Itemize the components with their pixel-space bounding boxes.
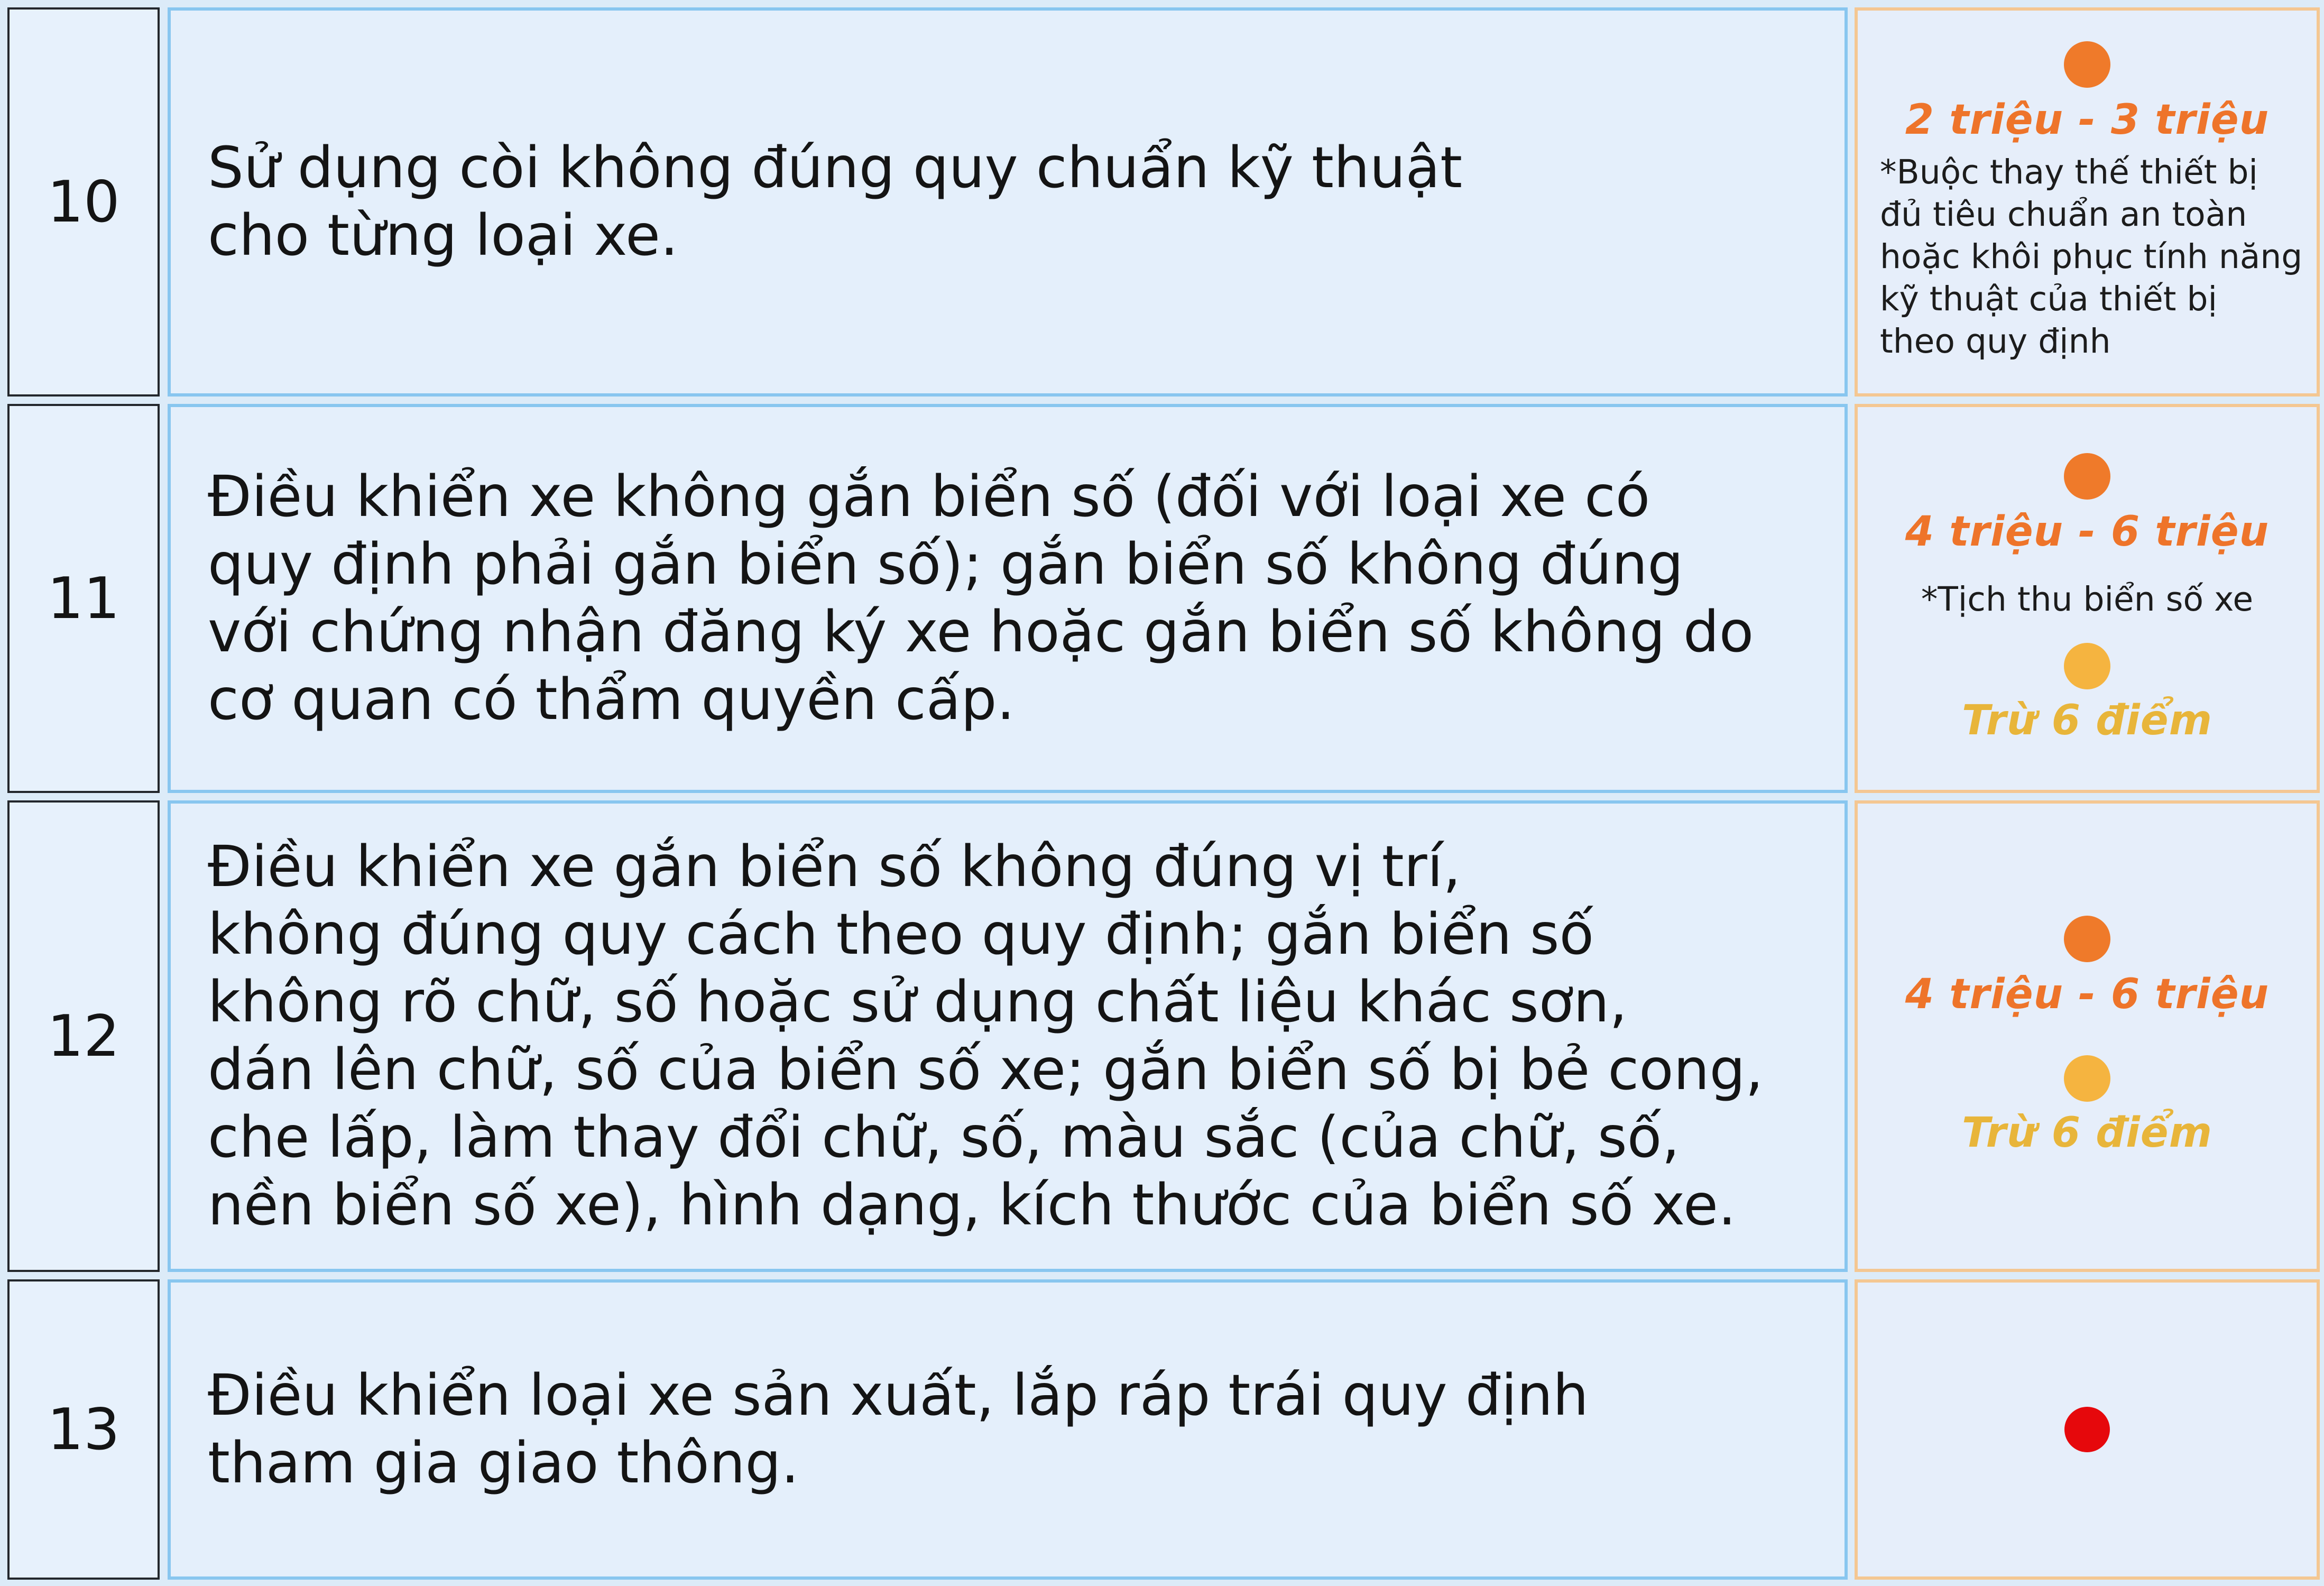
row-number: 10 — [7, 7, 160, 396]
violation-description — [168, 1279, 1848, 1580]
description-line: không rõ chữ, số hoặc sử dụng chất liệu khác sơn, — [208, 970, 1628, 1035]
description-line: cơ quan có thẩm quyền cấp. — [208, 667, 1015, 733]
row-number: 12 — [7, 800, 160, 1272]
penalty-cell — [1855, 7, 2320, 396]
description-line: Điều khiển xe không gắn biển số (đối với loại xe có — [208, 464, 1650, 530]
yellow-dot-icon — [2064, 643, 2110, 689]
fine-amount: 4 triệu - 6 triệu — [1905, 508, 2270, 556]
table-row-10 — [0, 7, 2324, 396]
description-line: nền biển số xe), hình dạng, kích thước của biển số xe. — [208, 1173, 1736, 1238]
description-line: Điều khiển loại xe sản xuất, lắp ráp trái quy định — [208, 1363, 1589, 1428]
note-line: hoặc khôi phục tính năng — [1880, 237, 2303, 276]
table-row-12 — [0, 800, 2324, 1272]
orange-dot-icon — [2064, 41, 2110, 88]
note-line: theo quy định — [1880, 322, 2111, 361]
penalty-cell — [1855, 404, 2320, 793]
description-line: không đúng quy cách theo quy định; gắn biển số — [208, 902, 1594, 967]
orange-dot-icon — [2064, 916, 2110, 962]
violation-description — [168, 7, 1848, 396]
table-row-11 — [0, 404, 2324, 793]
yellow-dot-icon — [2064, 1055, 2110, 1102]
row-number: 13 — [7, 1279, 160, 1580]
description-line: quy định phải gắn biển số); gắn biển số không đúng — [208, 532, 1684, 597]
note-line: *Buộc thay thế thiết bị — [1880, 153, 2258, 191]
penalty-cell — [1855, 800, 2320, 1272]
description-line: với chứng nhận đăng ký xe hoặc gắn biển số không do — [208, 600, 1754, 665]
note-line: đủ tiêu chuẩn an toàn — [1880, 195, 2247, 234]
row-number: 11 — [7, 404, 160, 793]
description-line: tham gia giao thông. — [208, 1431, 799, 1496]
description-line: Điều khiển xe gắn biển số không đúng vị trí, — [208, 834, 1461, 900]
orange-dot-icon — [2064, 453, 2110, 500]
fine-amount: 2 triệu - 3 triệu — [1905, 96, 2270, 144]
red-dot-icon — [2064, 1407, 2110, 1452]
fine-amount: 4 triệu - 6 triệu — [1905, 971, 2270, 1018]
note-line: kỹ thuật của thiết bị — [1880, 280, 2217, 318]
penalty-note: *Tịch thu biển số xe — [1921, 579, 2254, 619]
penalty-cell — [1855, 1279, 2320, 1580]
table-row-13 — [0, 1279, 2324, 1580]
violation-description — [168, 404, 1848, 793]
license-points: Trừ 6 điểm — [1962, 696, 2212, 744]
violation-description — [168, 800, 1848, 1272]
description-line: cho từng loại xe. — [208, 203, 679, 269]
description-line: che lấp, làm thay đổi chữ, số, màu sắc (của chữ, số, — [208, 1105, 1680, 1170]
description-line: dán lên chữ, số của biển số xe; gắn biển số bị bẻ cong, — [208, 1037, 1764, 1103]
penalty-note — [1858, 151, 2302, 363]
description-line: Sử dụng còi không đúng quy chuẩn kỹ thuật — [208, 135, 1463, 201]
license-points: Trừ 6 điểm — [1962, 1109, 2212, 1157]
